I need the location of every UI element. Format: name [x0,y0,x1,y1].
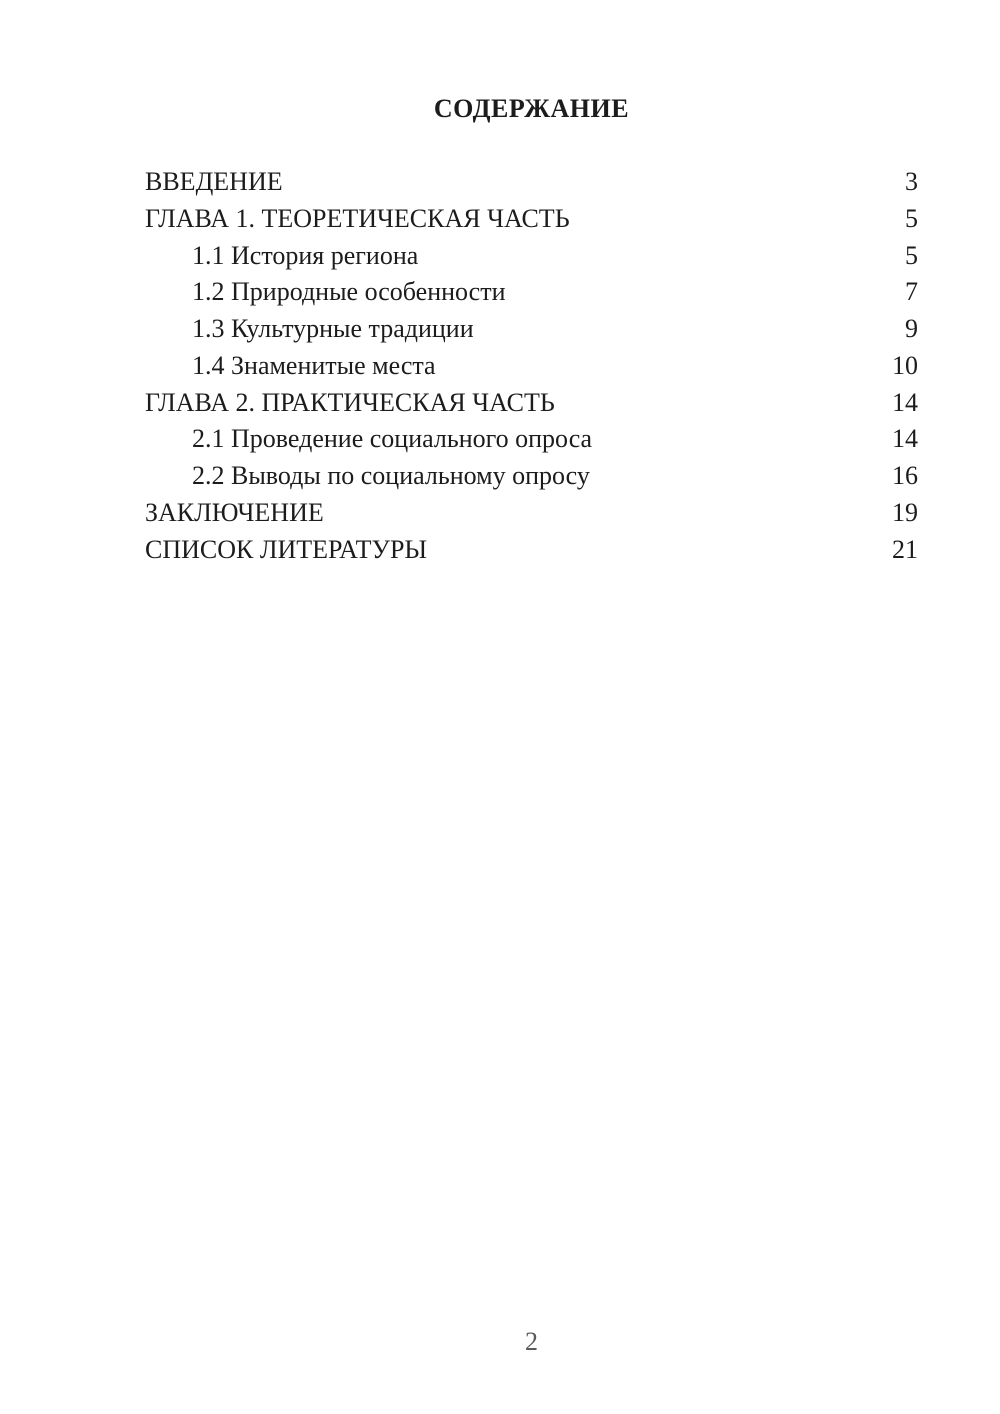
toc-entry-label: ЗАКЛЮЧЕНИЕ [145,497,324,527]
toc-entry-page: 21 [892,534,918,564]
toc-entry-label: 1.3 Культурные традиции [192,314,474,343]
toc-entry-page: 5 [905,240,918,270]
toc-entry [145,274,918,311]
toc-entry-label: 1.4 Знаменитые места [192,350,436,380]
toc-entry-page: 14 [892,387,918,417]
page-title: СОДЕРЖАНИЕ [433,94,630,123]
toc-entry-label: 1.1 История региона [192,240,419,270]
toc-entry [145,421,918,458]
toc-entry [145,385,918,422]
toc-entry-label: ГЛАВА 1. ТЕОРЕТИЧЕСКАЯ ЧАСТЬ [145,203,570,233]
toc-entry-label: 1.2 Природные особенности [192,277,506,307]
toc-entry [145,311,918,348]
toc-entry-page: 10 [892,350,918,380]
toc-entry [145,238,918,275]
toc-entry-page: 16 [892,461,918,490]
toc-entry-page: 5 [905,203,918,233]
toc-entry-page: 19 [892,497,918,527]
toc-entry [145,348,918,385]
toc-entry [145,458,918,495]
toc-entry-label: ВВЕДЕНИЕ [145,167,283,196]
toc-entry-label: ГЛАВА 2. ПРАКТИЧЕСКАЯ ЧАСТЬ [145,387,555,417]
toc-entry [145,495,918,532]
toc-entry [145,201,918,238]
toc-entry [145,532,918,569]
toc-entry-page: 7 [905,277,918,307]
footer-page-number: 2 [525,1327,538,1356]
toc-entry [145,164,918,201]
toc-entry-page: 9 [905,314,918,343]
toc-entry-page: 3 [905,167,918,196]
toc-entry-label: 2.1 Проведение социального опроса [192,424,593,454]
toc-entry-page: 14 [892,424,918,454]
toc-entry-label: СПИСОК ЛИТЕРАТУРЫ [145,534,428,564]
table-of-contents [145,164,918,568]
toc-entry-label: 2.2 Выводы по социальному опросу [192,461,590,490]
